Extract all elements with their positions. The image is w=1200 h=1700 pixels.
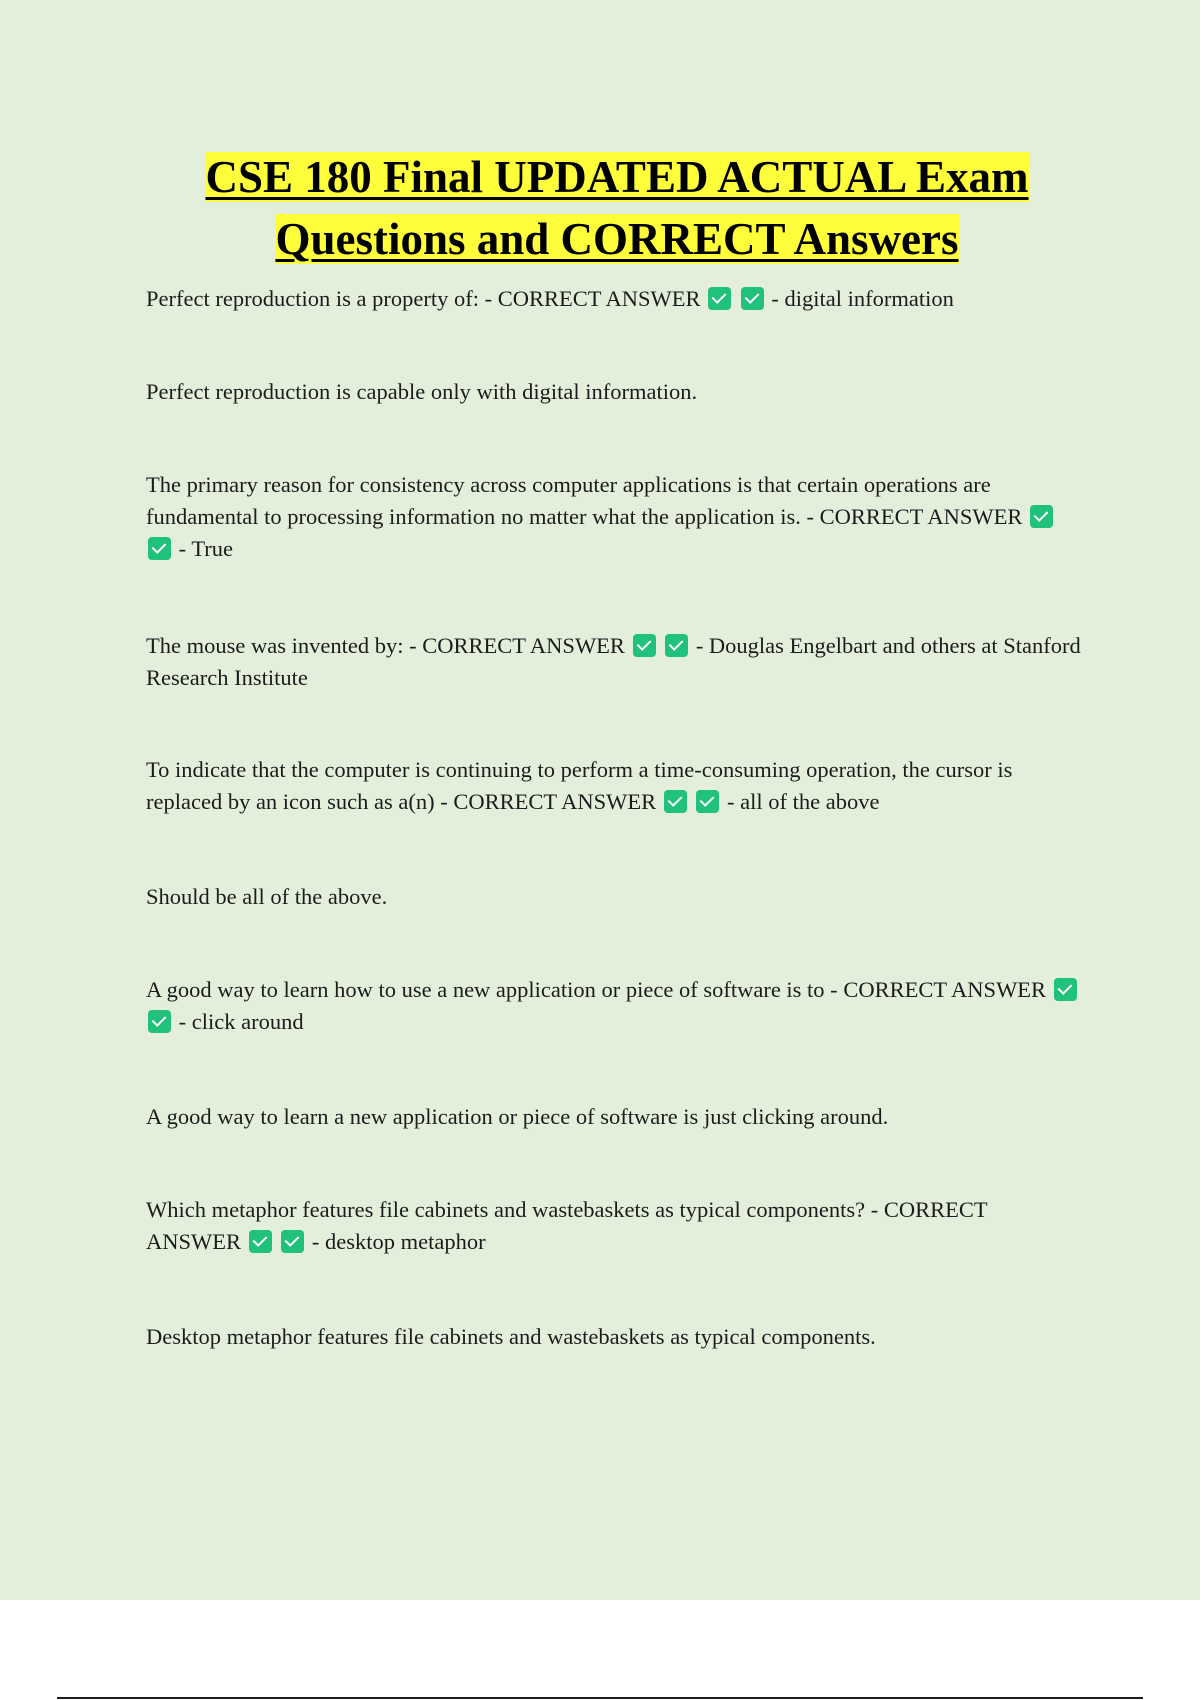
answer-text: - Douglas Engelbart and others at Stanford Research Institute <box>146 633 1081 690</box>
note-text: Should be all of the above. <box>146 884 388 909</box>
note-text: Desktop metaphor features file cabinets and wastebaskets as typical components. <box>146 1324 876 1349</box>
answer-text: - click around <box>173 1009 304 1034</box>
answer-marker: CORRECT ANSWER <box>453 789 657 814</box>
question-text: To indicate that the computer is continuing to perform a time-consuming operation, the cursor is replaced by an icon such as a(n) - <box>146 757 1013 814</box>
check-mark-icon <box>281 1230 304 1253</box>
qa-item-5 <box>146 974 1081 1038</box>
page-title-text: CSE 180 Final UPDATED ACTUAL Exam Questions and CORRECT Answers <box>205 152 1029 264</box>
qa-item-3 <box>146 630 1081 694</box>
check-mark-icon <box>249 1230 272 1253</box>
check-mark-icon <box>148 1010 171 1033</box>
answer-marker: CORRECT ANSWER <box>497 286 701 311</box>
note-item-1 <box>146 376 1081 408</box>
answer-text: - all of the above <box>721 789 880 814</box>
check-mark-icon <box>664 790 687 813</box>
note-item-4 <box>146 1321 1081 1353</box>
check-mark-icon <box>665 634 688 657</box>
check-mark-icon <box>148 537 171 560</box>
qa-item-6 <box>146 1194 1081 1258</box>
qa-item-2 <box>146 469 1081 565</box>
footer-divider <box>57 1697 1143 1699</box>
answer-text: - desktop metaphor <box>306 1229 486 1254</box>
check-mark-icon <box>1030 505 1053 528</box>
check-mark-icon <box>696 790 719 813</box>
answer-text: - digital information <box>765 286 954 311</box>
qa-item-4 <box>146 754 1081 818</box>
note-item-3 <box>146 1101 1081 1133</box>
note-text: Perfect reproduction is capable only with digital information. <box>146 379 698 404</box>
note-text: A good way to learn a new application or piece of software is just clicking around. <box>146 1104 889 1129</box>
answer-marker: CORRECT ANSWER <box>819 504 1023 529</box>
check-mark-icon <box>633 634 656 657</box>
answer-marker: CORRECT ANSWER <box>422 633 625 658</box>
check-mark-icon <box>741 287 764 310</box>
note-item-2 <box>146 881 1081 913</box>
question-text: The primary reason for consistency across computer applications is that certain operations are fundamental to processing information no matter what the application is. - <box>146 472 991 529</box>
title-block <box>120 146 1114 270</box>
page-title <box>120 146 1114 270</box>
answer-text: - True <box>173 536 234 561</box>
answer-marker: CORRECT ANSWER <box>146 1197 988 1254</box>
question-text: Perfect reproduction is a property of: - <box>146 286 498 311</box>
question-text: A good way to learn how to use a new application or piece of software is to - <box>146 977 844 1002</box>
answer-marker: CORRECT ANSWER <box>843 977 1047 1002</box>
qa-item-1 <box>146 283 1081 315</box>
question-text: Which metaphor features file cabinets and wastebaskets as typical components? - <box>146 1197 884 1222</box>
check-mark-icon <box>708 287 731 310</box>
check-mark-icon <box>1054 978 1077 1001</box>
question-text: The mouse was invented by: - <box>146 633 423 658</box>
